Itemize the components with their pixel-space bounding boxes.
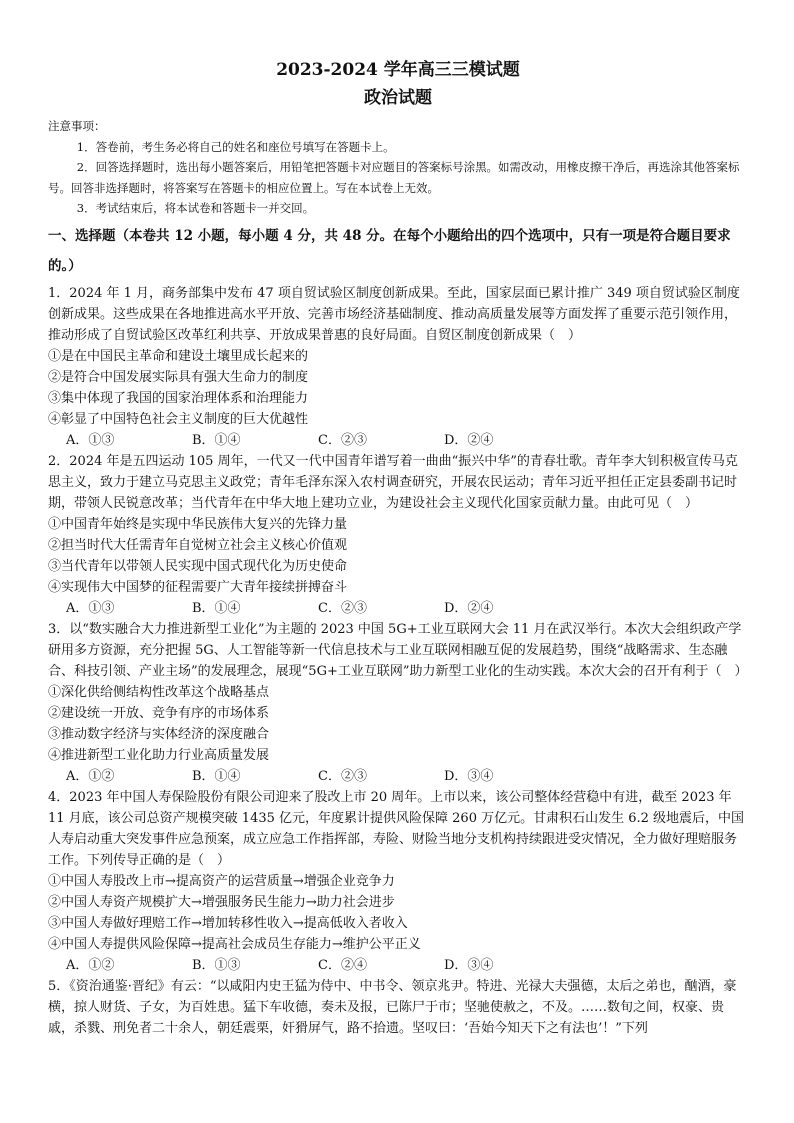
choice-a[interactable]: A．①② xyxy=(66,768,115,784)
answer-choices xyxy=(48,598,748,619)
exam-subtitle: 政治试题 xyxy=(364,88,432,108)
question-option: ④彰显了中国特色社会主义制度的巨大优越性 xyxy=(48,411,309,427)
question-option: ③集中体现了我国的国家治理体系和治理能力 xyxy=(48,390,309,406)
question-option: ③当代青年以带领人民实现中国式现代化为历史使命 xyxy=(48,558,348,574)
choice-c[interactable]: C．②④ xyxy=(318,957,367,973)
choice-c[interactable]: C．②③ xyxy=(318,432,367,448)
question-option: ②是符合中国发展实际具有强大生命力的制度 xyxy=(48,369,309,385)
question-option: ④推进新型工业化助力行业高质量发展 xyxy=(48,747,270,763)
question-stem: 2．2024 年是五四运动 105 周年，一代又一代中国青年谱写着一曲曲“振兴中华”的青春壮歌。青年李大钊积极宣传马克思主义，致力于建立马克思主义政党；青年毛泽东深入农村调查研究，开展农民运动；青年习近平担任正定县委副书记时期，带领人民锐意改革；当代青年在中华大地上建功立业，为建设社会主义现代化国家贡献力量。由此可见（ ） xyxy=(48,453,738,511)
exam-title: 2023-2024 学年高三三模试题 xyxy=(276,60,520,80)
question-option: ④实现伟大中国梦的征程需要广大青年接续拼搏奋斗 xyxy=(48,579,348,595)
question-option: ②建设统一开放、竞争有序的市场体系 xyxy=(48,705,270,721)
choice-a[interactable]: A．①② xyxy=(66,957,115,973)
question-option: ②中国人寿资产规模扩大→增强服务民生能力→助力社会进步 xyxy=(48,894,395,910)
question-stem: 4．2023 年中国人寿保险股份有限公司迎来了股改上市 20 周年。上市以来，该公司整体经营稳中有进，截至 2023 年 11 月底，该公司总资产规模突破 1435 亿元，年度累计提供风险保障 260 万亿元。甘肃积石山发生 6.2 级地震后，中国人寿启动重大突发事件应急预案，成立应急工作指挥部，寿险、财险当地分支机构持续跟进受灾情况，全力做好理赔服务工作。下列传导正确的是（ ） xyxy=(48,789,745,868)
choice-b[interactable]: B．①④ xyxy=(192,432,241,448)
question-5 xyxy=(48,976,748,1039)
choice-b[interactable]: B．①④ xyxy=(192,768,241,784)
question-option: ①中国青年始终是实现中华民族伟大复兴的先锋力量 xyxy=(48,516,348,532)
choice-d[interactable]: D．②④ xyxy=(444,432,494,448)
section-heading: 一、选择题（本卷共 12 小题，每小题 4 分，共 48 分。在每个小题给出的四个选项中，只有一项是符合题目要求的。） xyxy=(48,227,731,274)
choice-d[interactable]: D．②④ xyxy=(444,600,494,616)
choice-d[interactable]: D．③④ xyxy=(444,768,494,784)
answer-choices xyxy=(48,766,748,787)
answer-choices xyxy=(48,430,748,451)
question-option: ①中国人寿股改上市→提高资产的运营质量→增强企业竞争力 xyxy=(48,873,395,889)
question-stem: 5．《资治通鉴·晋纪》有云：“以咸阳内史王猛为侍中、中书令、领京兆尹。特进、光禄大夫强德，太后之弟也，酗酒，豪横，掠人财货、子女，为百姓患。猛下车收德，奏未及报，已陈尸于市；坚驰使赦之，不及。……数旬之间，权豪、贵戚，杀戮、刑免者二十余人，朝廷震栗，奸猾屏气，路不拾遗。坚叹曰：‘吾始今知天下之有法也’！”下列 xyxy=(48,978,737,1036)
choice-c[interactable]: C．②③ xyxy=(318,768,367,784)
question-4 xyxy=(48,787,748,976)
question-stem: 1．2024 年 1 月，商务部集中发布 47 项自贸试验区制度创新成果。至此，国家层面已累计推广 349 项自贸试验区制度创新成果。这些成果在各地推进高水平开放、完善市场经济基础制度、推动高质量发展等方面发挥了重要示范引领作用，推动形成了自贸试验区改革红利共享、开放成果普惠的良好局面。自贸区制度创新成果（ ） xyxy=(48,285,740,343)
choice-c[interactable]: C．②③ xyxy=(318,600,367,616)
question-option: ①是在中国民主革命和建设土壤里成长起来的 xyxy=(48,348,309,364)
notes-item-3: 3．考试结束后，将本试卷和答题卡一并交回。 xyxy=(76,201,315,215)
question-3 xyxy=(48,619,748,787)
question-1 xyxy=(48,283,748,451)
answer-choices xyxy=(48,955,748,976)
question-option: ②担当时代大任需青年自觉树立社会主义核心价值观 xyxy=(48,537,348,553)
question-stem: 3．以“数实融合大力推进新型工业化”为主题的 2023 中国 5G+工业互联网大会 11 月在武汉举行。本次大会组织政产学研用多方资源，充分把握 5G、人工智能等新一代信息技术与工业互联网相融互促的发展趋势，围绕“战略需求、生态融合、科技引领、产业主场”的发展理念，展现“5G+工业互联网”助力新型工业化的生动实践。本次大会的召开有利于（ ） xyxy=(48,621,748,679)
question-option: ③推动数字经济与实体经济的深度融合 xyxy=(48,726,270,742)
question-option: ①深化供给侧结构性改革这个战略基点 xyxy=(48,684,270,700)
question-option: ④中国人寿提供风险保障→提高社会成员生存能力→维护公平正义 xyxy=(48,936,421,952)
choice-a[interactable]: A．①③ xyxy=(66,600,115,616)
choice-b[interactable]: B．①③ xyxy=(192,957,241,973)
notes-item-1: 1．答卷前，考生务必将自己的姓名和座位号填写在答题卡上。 xyxy=(76,139,395,154)
choice-a[interactable]: A．①③ xyxy=(66,432,115,448)
notes-block xyxy=(48,116,748,219)
choice-d[interactable]: D．③④ xyxy=(444,957,494,973)
notes-heading: 注意事项： xyxy=(48,119,106,133)
choice-b[interactable]: B．①④ xyxy=(192,600,241,616)
notes-item-2: 2．回答选择题时，选出每小题答案后，用铅笔把答题卡对应题目的答案标号涂黑。如需改动，用橡皮擦干净后，再选涂其他答案标号。回答非选择题时，将答案写在答题卡的相应位置上。写在本试卷上无效。 xyxy=(48,160,740,195)
question-2 xyxy=(48,451,748,619)
question-option: ③中国人寿做好理赔工作→增加转移性收入→提高低收入者收入 xyxy=(48,915,408,931)
